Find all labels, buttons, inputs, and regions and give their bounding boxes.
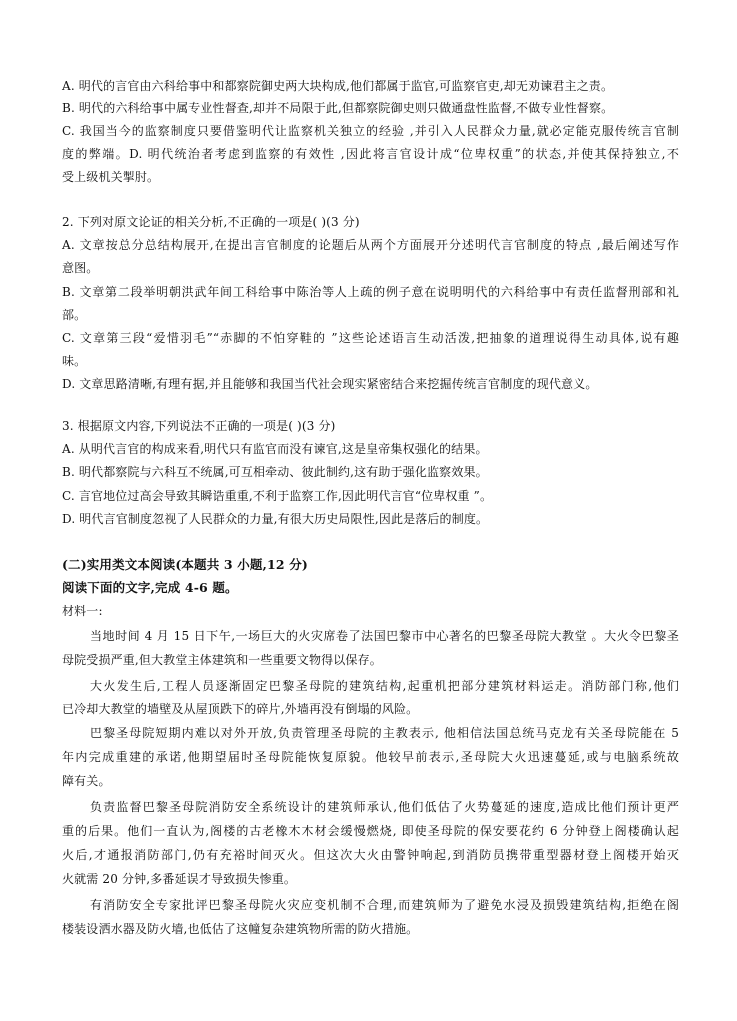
q2-option-b-line2: 部。	[62, 308, 87, 322]
para5-line2: 楼装设洒水器及防火墙,也低估了这幢复杂建筑物所需的防火措施。	[62, 922, 419, 936]
para5-line1: 有消防安全专家批评巴黎圣母院火灾应变机制不合理,而建筑师为了避免水浸及损毁建筑结构,拒绝在阁	[90, 898, 679, 912]
para3-line3: 障有关。	[62, 774, 111, 788]
q3-option-b: B. 明代都察院与六科互不统属,可互相牵动、彼此制约,这有助于强化监察效果。	[62, 465, 488, 479]
para1-line1: 当地时间 4 月 15 日下午,一场巨大的火灾席卷了法国巴黎市中心著名的巴黎圣母院大教堂 。大火令巴黎圣	[90, 629, 679, 643]
q3-option-a: A. 从明代言官的构成来看,明代只有监官而没有谏官,这是皇帝集权强化的结果。	[62, 442, 488, 456]
q2-option-a-line1: A. 文章按总分总结构展开,在提出言官制度的论题后从两个方面展开分述明代言官制度的特点 ,最后阐述写作	[62, 238, 679, 252]
q1-option-c-line1: C. 我国当今的监察制度只要借鉴明代让监察机关独立的经验 ,并引入人民群众力量,就必定能克服传统言官制	[62, 124, 679, 138]
para3-line1: 巴黎圣母院短期内难以对外开放,负责管理圣母院的主教表示, 他相信法国总统马克龙有关圣母院能在 5	[90, 726, 679, 740]
para2-line2: 已冷却大教堂的墙壁及从屋顶跌下的碎片,外墙再没有倒塌的风险。	[62, 702, 419, 716]
para1-line2: 母院受损严重,但大教堂主体建筑和一些重要文物得以保存。	[62, 653, 382, 667]
q2-option-b-line1: B. 文章第二段举明朝洪武年间工科给事中陈治等人上疏的例子意在说明明代的六科给事中有责任监督刑部和礼	[62, 285, 679, 299]
section-instruction: 阅读下面的文字,完成 4-6 题。	[62, 580, 238, 595]
material-label: 材料一:	[62, 604, 103, 618]
q1-option-c-line2: 度的弊端。D. 明代统治者考虑到监察的有效性 ,因此将言官设计成“位卑权重”的状态,并使其保持独立,不	[62, 147, 679, 161]
q3-stem: 3. 根据原文内容,下列说法不正确的一项是( )(3 分)	[62, 419, 336, 433]
q3-option-c: C. 言官地位过高会导致其瞬诰重重,不利于监察工作,因此明代言官“位卑权重 ”。	[62, 489, 493, 503]
para4-line4: 火就需 20 分钟,多番延误才导致损失惨重。	[62, 872, 297, 886]
q2-option-a-line2: 意图。	[62, 261, 99, 275]
q2-option-c-line1: C. 文章第三段“爱惜羽毛”“赤脚的不怕穿鞋的 ”这些论述语言生动活泼,把抽象的道理说得生动具体,说有趣	[62, 331, 679, 345]
q1-option-b: B. 明代的六科给事中属专业性督查,却并不局限于此,但都察院御史则只做通盘性监督,不做专业性督察。	[62, 101, 614, 115]
q1-option-a: A. 明代的言官由六科给事中和都察院御史两大块构成,他们都属于监官,可监察官吏,却无劝谏君主之责。	[62, 79, 614, 93]
para4-line1: 负责监督巴黎圣母院消防安全系统设计的建筑师承认,他们低估了火势蔓延的速度,造成比他们预计更严	[90, 800, 679, 814]
section-heading: (二)实用类文本阅读(本题共 3 小题,12 分)	[62, 557, 308, 572]
q3-option-d: D. 明代言官制度忽视了人民群众的力量,有很大历史局限性,因此是落后的制度。	[62, 512, 489, 526]
para4-line3: 火后,才通报消防部门,仍有充裕时间灭火。但这次大火由警钟响起,到消防员携带重型器材登上阁楼开始灭	[62, 848, 679, 862]
q1-option-c-line3: 受上级机关掣肘。	[62, 170, 160, 184]
q2-option-c-line2: 味。	[62, 354, 87, 368]
para4-line2: 重的后果。他们一直认为,阁楼的古老橡木木材会缓慢燃烧, 即使圣母院的保安要花约 6 分钟登上阁楼确认起	[62, 824, 679, 838]
q2-stem: 2. 下列对原文论证的相关分析,不正确的一项是( )(3 分)	[62, 215, 360, 229]
para2-line1: 大火发生后,工程人员逐渐固定巴黎圣母院的建筑结构,起重机把部分建筑材料运走。消防部门称,他们	[90, 679, 679, 693]
para3-line2: 年内完成重建的承诺,他期望届时圣母院能恢复原貌。他较早前表示,圣母院大火迅速蔓延,或与电脑系统故	[62, 750, 679, 764]
q2-option-d: D. 文章思路清晰,有理有据,并且能够和我国当代社会现实紧密结合来挖掘传统言官制度的现代意义。	[62, 377, 598, 391]
